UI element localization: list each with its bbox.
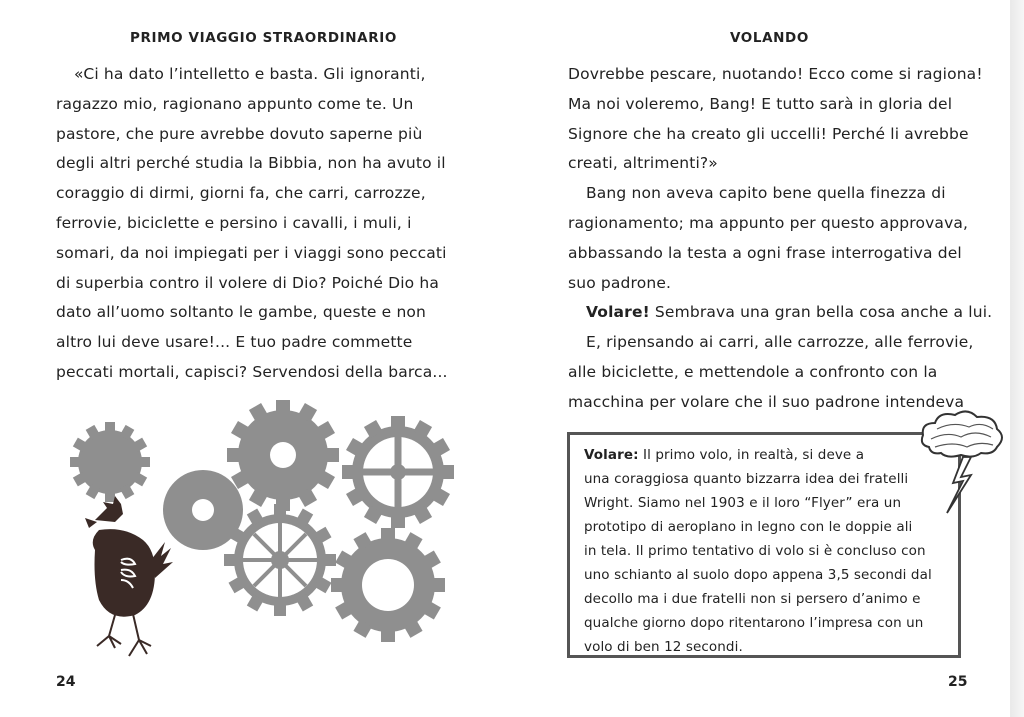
glossary-term: Volare: [584, 447, 639, 463]
lightning-bolt-icon [947, 457, 971, 513]
text-line: Ma noi voleremo, Bang! E tutto sarà in gloria del [568, 94, 953, 113]
text-line: uno schianto al suolo dopo appena 3,5 secondi dal [584, 567, 932, 583]
text-line: somari, da noi impiegati per i viaggi sono peccati [56, 243, 447, 262]
gear-icon [227, 400, 339, 511]
text-line: «Ci ha dato l’intelletto e basta. Gli ignoranti, [74, 65, 426, 83]
text-line: ragionamento; ma appunto per questo approvava, [568, 213, 969, 232]
text-line: abbassando la testa a ogni frase interrogativa del [568, 243, 962, 262]
text-line: una coraggiosa quanto bizzarra idea dei fratelli [584, 471, 909, 487]
text-line: ragazzo mio, ragionano appunto come te. Un [56, 94, 414, 113]
gear-icon [342, 416, 454, 528]
running-head-right: VOLANDO [730, 30, 809, 46]
text-run: Sembrava una gran bella cosa anche a lui. [649, 303, 993, 322]
text-line: Bang non aveva capito bene quella finezza di [586, 184, 946, 203]
storm-cloud-icon [922, 411, 1002, 456]
text-line: pastore, che pure avrebbe dovuto saperne più [56, 124, 423, 143]
right-page [512, 0, 1010, 717]
right-paragraph-3 [568, 298, 993, 328]
gear-icon [331, 528, 445, 642]
gears-and-rooster-illustration [55, 400, 455, 670]
text-line: altro lui deve usare!... E tuo padre commette [56, 333, 413, 352]
text-line [584, 443, 932, 467]
page-edge [1010, 0, 1024, 717]
text-line: di superbia contro il volere di Dio? Poiché Dio ha [56, 273, 439, 292]
text-line: Dovrebbe pescare, nuotando! Ecco come si ragiona! [568, 65, 983, 83]
text-line: dato all’uomo soltanto le gambe, queste e non [56, 303, 427, 322]
text-line: macchina per volare che il suo padrone intendeva [568, 392, 965, 411]
text-line: peccati mortali, capisci? Servendosi della barca... [56, 362, 448, 381]
glossary-note-box [567, 432, 961, 658]
text-line: degli altri perché studia la Bibbia, non ha avuto il [56, 154, 446, 173]
text-run: Il primo volo, in realtà, si deve a [638, 447, 865, 463]
left-body-text [56, 60, 456, 388]
page-number-right: 25 [948, 674, 968, 690]
gear-icon [70, 422, 150, 502]
text-line: creati, altrimenti?» [568, 154, 718, 173]
text-line: E, ripensando ai carri, alle carrozze, alle ferrovie, [586, 333, 974, 352]
rooster-icon [85, 496, 173, 656]
right-body-text [568, 60, 993, 418]
text-line: suo padrone. [568, 273, 672, 292]
right-paragraph-4 [568, 328, 978, 417]
text-line: in tela. Il primo tentativo di volo si è concluso con [584, 543, 926, 559]
text-line: prototipo di aeroplano in legno con le doppie ali [584, 519, 913, 535]
left-paragraph [56, 60, 456, 90]
text-line: decollo ma i due fratelli non si persero d’animo e [584, 591, 921, 607]
text-line: ferrovie, biciclette e persino i cavalli, i muli, i [56, 213, 412, 232]
text-line: coraggio di dirmi, giorni fa, che carri, carrozze, [56, 184, 426, 203]
running-head-left: PRIMO VIAGGIO STRAORDINARIO [130, 30, 397, 46]
text-line: qualche giorno dopo ritentarono l’impresa con un [584, 615, 924, 631]
glossary-note-text [584, 443, 932, 659]
text-line: Wright. Siamo nel 1903 e il loro “Flyer” era un [584, 495, 902, 511]
text-line: volo di ben 12 secondi. [584, 639, 743, 655]
page-number-left: 24 [56, 674, 76, 690]
right-paragraph-1 [568, 60, 983, 179]
left-paragraph-cont [56, 90, 456, 388]
text-line: Signore che ha creato gli uccelli! Perché li avrebbe [568, 124, 969, 143]
storm-cloud-illustration [917, 407, 1005, 517]
volare-emphasis: Volare! [586, 303, 650, 322]
right-paragraph-2 [568, 179, 978, 298]
text-line: alle biciclette, e mettendole a confronto con la [568, 362, 938, 381]
text-line [568, 298, 993, 328]
